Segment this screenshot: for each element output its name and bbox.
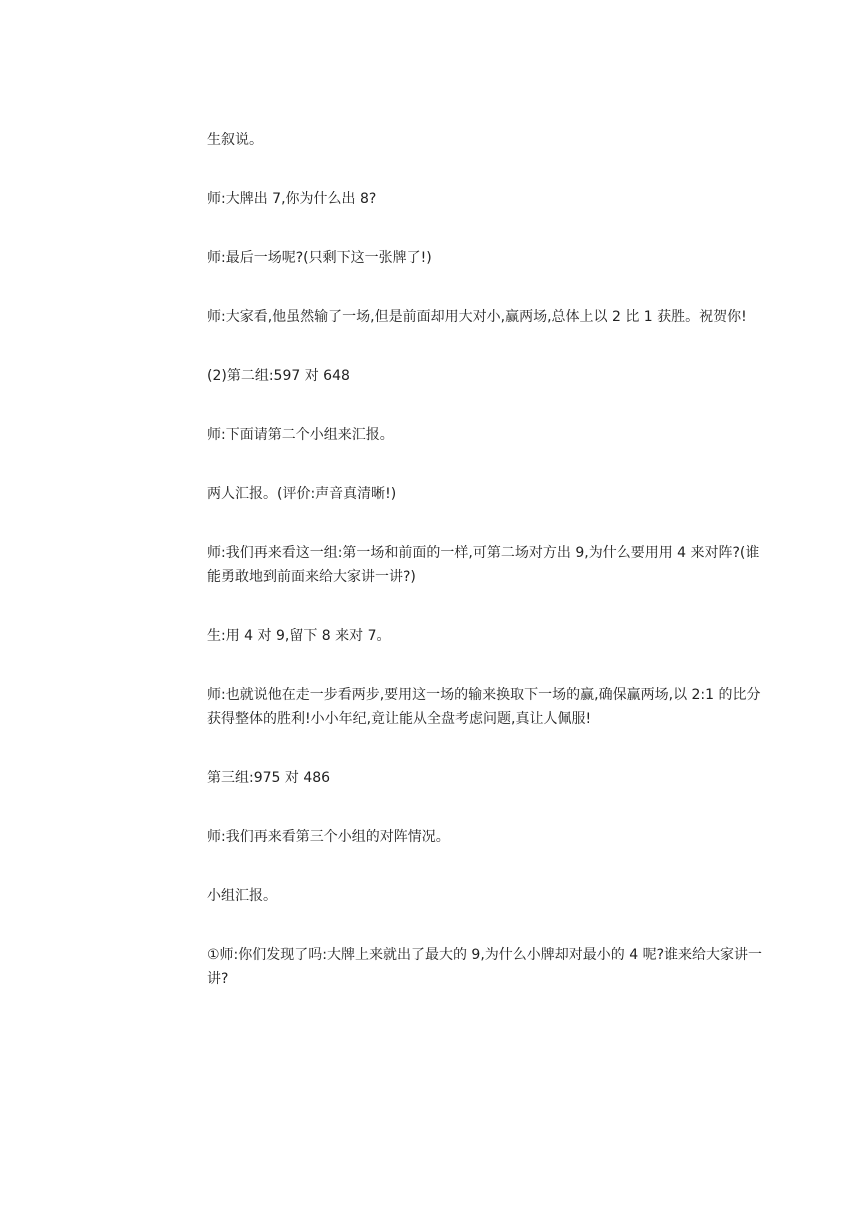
- paragraph-group-two-heading: (2)第二组:597 对 648: [207, 368, 350, 384]
- paragraph-group-three-heading: 第三组:975 对 486: [207, 770, 331, 786]
- paragraph-teacher-invite-group-two: 师:下面请第二个小组来汇报。: [207, 427, 394, 443]
- paragraph-teacher-why-4: 师:我们再来看这一组:第一场和前面的一样,可第二场对方出 9,为什么要用用 4 来对阵?(谁能勇敢地到前面来给大家讲一讲?): [207, 545, 760, 585]
- paragraph-student-narration: 生叙说。: [207, 132, 263, 148]
- paragraph-teacher-strategy: 师:也就说他在走一步看两步,要用这一场的输来换取下一场的赢,确保赢两场,以 2:1 的比分获得整体的胜利!小小年纪,竟让能从全盘考虑问题,真让人佩服!: [207, 687, 761, 727]
- paragraph-teacher-question-7-8: 师:大牌出 7,你为什么出 8?: [207, 191, 377, 207]
- paragraph-student-4-vs-9: 生:用 4 对 9,留下 8 来对 7。: [207, 628, 391, 644]
- paragraph-teacher-last-round: 师:最后一场呢?(只剩下这一张牌了!): [207, 250, 432, 266]
- document-body: [207, 128, 767, 1026]
- paragraph-group-report: 小组汇报。: [207, 888, 277, 904]
- paragraph-teacher-discovery: ①师:你们发现了吗:大牌上来就出了最大的 9,为什么小牌却对最小的 4 呢?谁来给大家讲一讲?: [207, 947, 763, 987]
- paragraph-teacher-congratulate: 师:大家看,他虽然输了一场,但是前面却用大对小,赢两场,总体上以 2 比 1 获胜。祝贺你!: [207, 309, 747, 325]
- paragraph-two-report: 两人汇报。(评价:声音真清晰!): [207, 486, 397, 502]
- paragraph-teacher-group-three: 师:我们再来看第三个小组的对阵情况。: [207, 829, 450, 845]
